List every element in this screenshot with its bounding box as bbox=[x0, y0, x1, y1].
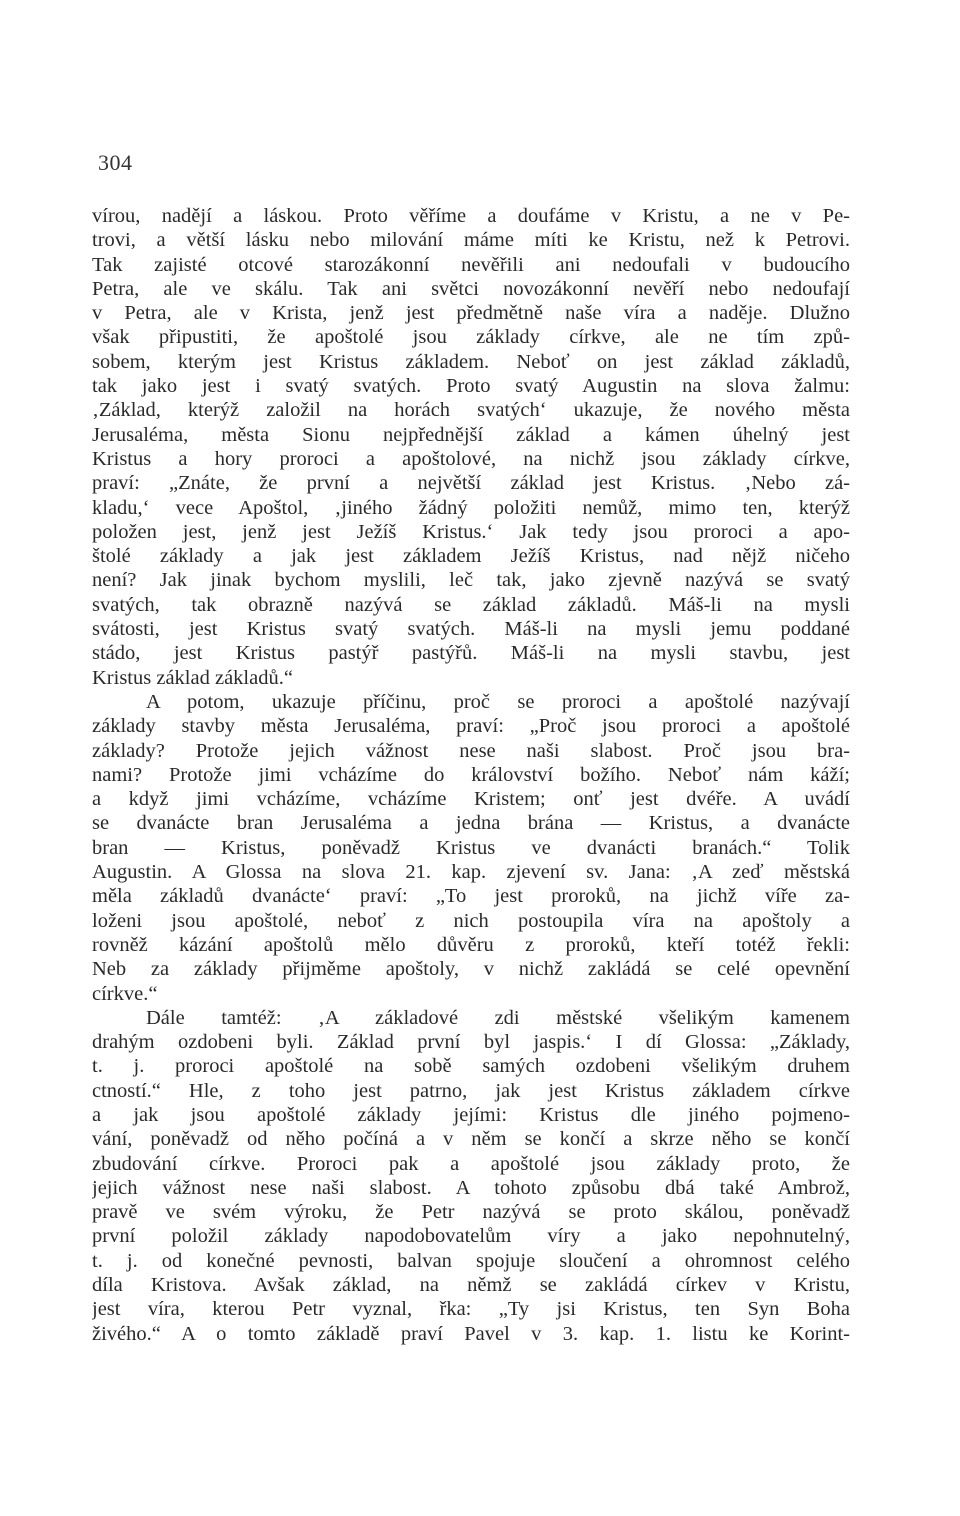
text-line: praví: „Znáte, že první a největší základ jest Kristus. ‚Nebo zá- bbox=[92, 472, 850, 495]
text-line: sobem, kterým jest Kristus základem. Neboť on jest základ základů, bbox=[92, 350, 850, 373]
text-line: vání, poněvadž od něho počíná a v něm se končí a skrze něho se končí bbox=[92, 1128, 850, 1151]
text-line: však připustiti, že apoštolé jsou základy církve, ale ne tím způ- bbox=[92, 326, 850, 349]
text-line: a jak jsou apoštolé základy jejími: Kristus dle jiného pojmeno- bbox=[92, 1103, 850, 1126]
text-line: a když jimi vcházíme, vcházíme Kristem; onť jest dvéře. A uvádí bbox=[92, 788, 850, 811]
text-line: bran — Kristus, poněvadž Kristus ve dvanácti branách.“ Tolik bbox=[92, 836, 850, 859]
text-line: jest víra, kterou Petr vyznal, řka: „Ty jsi Kristus, ten Syn Boha bbox=[92, 1298, 850, 1321]
text-line: tak jako jest i svatý svatých. Proto svatý Augustin na slova žalmu: bbox=[92, 375, 850, 398]
text-line: díla Kristova. Avšak základ, na němž se zakládá církev v Kristu, bbox=[92, 1274, 850, 1297]
text-line: ‚Základ, kterýž založil na horách svatých‘ ukazuje, že nového města bbox=[92, 399, 850, 422]
text-line: základy? Protože jejich vážnost nese naši slabost. Proč jsou bra- bbox=[92, 739, 850, 762]
page-number: 304 bbox=[98, 150, 133, 175]
text-line: Augustin. A Glossa na slova 21. kap. zjevení sv. Jana: ‚A zeď městská bbox=[92, 861, 850, 884]
text-line: jejich vážnost nese naši slabost. A tohoto způsobu dbá také Ambrož, bbox=[92, 1176, 850, 1199]
text-line: Kristus a hory proroci a apoštolové, na nichž jsou základy církve, bbox=[92, 447, 850, 470]
text-line: církve.“ bbox=[92, 982, 158, 1005]
body-text bbox=[92, 204, 850, 1346]
text-line: pravě ve svém výroku, že Petr nazývá se proto skálou, poněvadž bbox=[92, 1201, 850, 1224]
text-line: není? Jak jinak bychom myslili, leč tak, jako zjevně nazývá se svatý bbox=[92, 569, 850, 592]
text-line: stádo, jest Kristus pastýř pastýřů. Máš-li na mysli stavbu, jest bbox=[92, 642, 850, 665]
text-line: kladu,‘ vece Apoštol, ‚jiného žádný položiti nemůž, mimo ten, kterýž bbox=[92, 496, 850, 519]
text-line: nami? Protože jimi vcházíme do království božího. Neboť nám káží; bbox=[92, 763, 850, 786]
text-line: rovněž kázání apoštolů mělo důvěru z proroků, kteří totéž řekli: bbox=[92, 933, 850, 956]
text-line: základy stavby města Jerusaléma, praví: „Proč jsou proroci a apoštolé bbox=[92, 715, 850, 738]
text-line: loženi jsou apoštolé, neboť z nich postoupila víra na apoštoly a bbox=[92, 909, 850, 932]
text-line: drahým ozdobeni byli. Základ první byl jaspis.‘ I dí Glossa: „Základy, bbox=[92, 1031, 850, 1054]
text-line: měla základů dvanácte‘ praví: „To jest proroků, na jichž víře za- bbox=[92, 885, 850, 908]
text-line: živého.“ A o tomto základě praví Pavel v 3. kap. 1. listu ke Korint- bbox=[92, 1322, 850, 1345]
text-line: Dále tamtéž: ‚A základové zdi městské všelikým kamenem bbox=[146, 1006, 850, 1029]
text-line: ctností.“ Hle, z toho jest patrno, jak jest Kristus základem církve bbox=[92, 1079, 850, 1102]
text-line: Kristus základ základů.“ bbox=[92, 666, 293, 689]
text-line: se dvanácte bran Jerusaléma a jedna brána — Kristus, a dvanácte bbox=[92, 812, 850, 835]
text-line: zbudování církve. Proroci pak a apoštolé jsou základy proto, že bbox=[92, 1152, 850, 1175]
text-line: Neb za základy přijměme apoštoly, v nichž zakládá se celé opevnění bbox=[92, 958, 850, 981]
text-line: svátosti, jest Kristus svatý svatých. Máš-li na mysli jemu poddané bbox=[92, 618, 850, 641]
text-line: Tak zajisté otcové starozákonní nevěřili ani nedoufali v budoucího bbox=[92, 253, 850, 276]
text-line: trovi, a větší lásku nebo milování máme míti ke Kristu, než k Petrovi. bbox=[92, 229, 850, 252]
text-line: Petra, ale ve skálu. Tak ani světci novozákonní nevěří nebo nedoufají bbox=[92, 277, 850, 300]
text-line: Jerusaléma, města Sionu nejpřednější základ a kámen úhelný jest bbox=[92, 423, 850, 446]
text-line: v Petra, ale v Krista, jenž jest předmětně naše víra a naděje. Dlužno bbox=[92, 302, 850, 325]
text-line: štolé základy a jak jest základem Ježíš Kristus, nad nějž ničeho bbox=[92, 545, 850, 568]
text-line: A potom, ukazuje příčinu, proč se proroci a apoštolé nazývají bbox=[146, 690, 850, 713]
text-line: vírou, nadějí a láskou. Proto věříme a doufáme v Kristu, a ne v Pe- bbox=[92, 205, 850, 227]
text-line: svatých, tak obrazně nazývá se základ základů. Máš-li na mysli bbox=[92, 593, 850, 616]
text-line: t. j. proroci apoštolé na sobě samých ozdobeni všelikým druhem bbox=[92, 1055, 850, 1078]
text-line: první položil základy napodobovatelům víry a jako nepohnutelný, bbox=[92, 1225, 850, 1248]
text-line: položen jest, jenž jest Ježíš Kristus.‘ Jak tedy jsou proroci a apo- bbox=[92, 520, 850, 543]
text-line: t. j. od konečné pevnosti, balvan spojuje sloučení a ohromnost celého bbox=[92, 1249, 850, 1272]
